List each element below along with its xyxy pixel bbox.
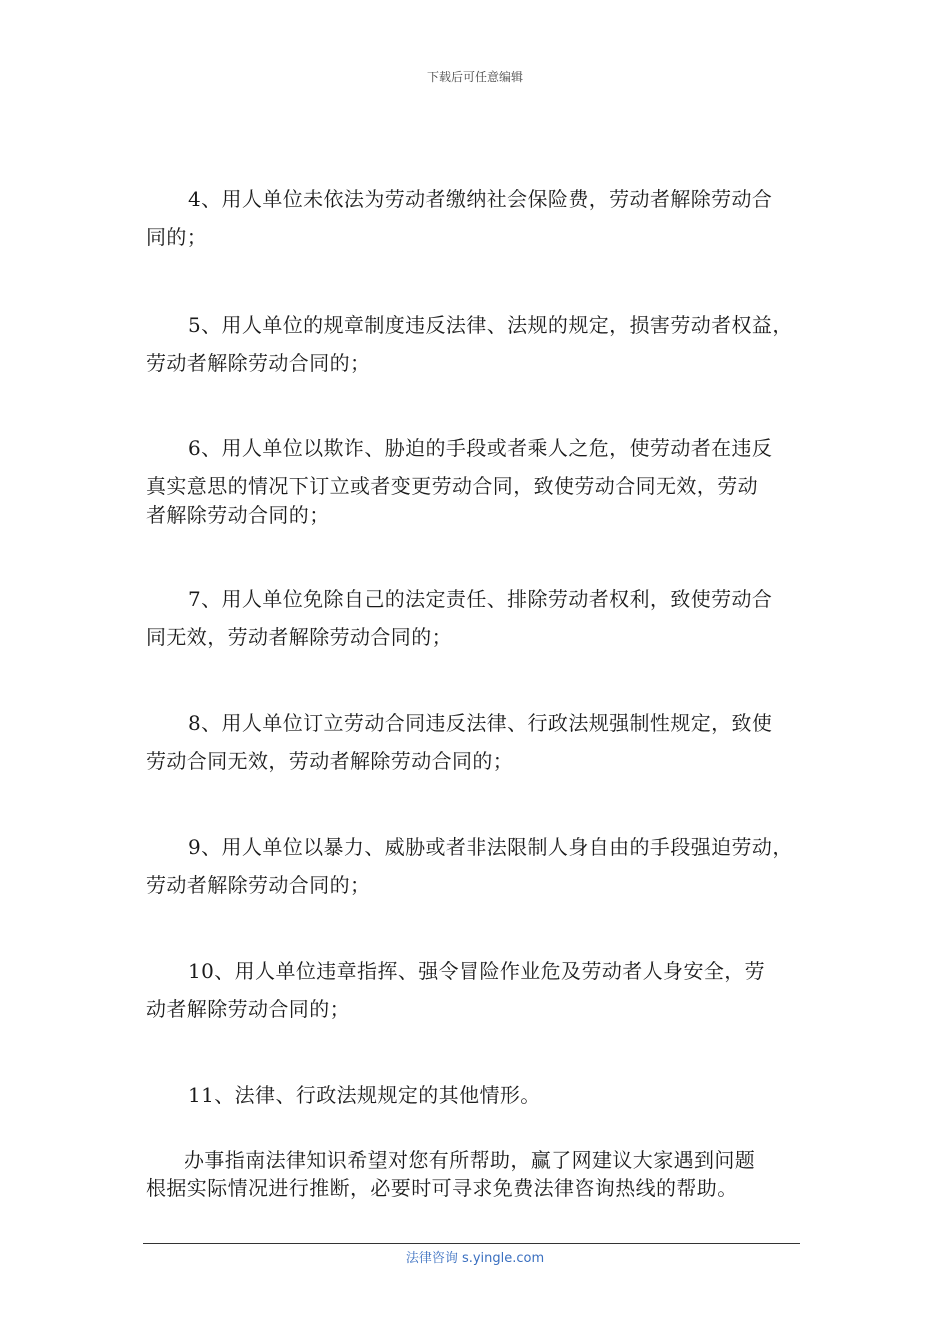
paragraph-line: 4、用人单位未依法为劳动者缴纳社会保险费，劳动者解除劳动合: [188, 187, 773, 211]
paragraph-line: 劳动合同无效，劳动者解除劳动合同的；: [146, 749, 514, 773]
paragraph-item-8: [146, 704, 810, 780]
paragraph-line: 9、用人单位以暴力、威胁或者非法限制人身自由的手段强迫劳动，: [188, 835, 793, 859]
paragraph-item-7: [146, 580, 810, 656]
paragraph-item-6: [146, 429, 810, 534]
header-note: 下载后可任意编辑: [426, 70, 523, 84]
closing-paragraph: [146, 1146, 810, 1202]
paragraph-line: 8、用人单位订立劳动合同违反法律、行政法规强制性规定，致使: [188, 711, 773, 735]
closing-line: 办事指南法律知识希望对您有所帮助，赢了网建议大家遇到问题: [184, 1148, 756, 1172]
paragraph-line: 同的；: [146, 225, 208, 249]
paragraph-line: 7、用人单位免除自己的法定责任、排除劳动者权利，致使劳动合: [188, 587, 773, 611]
paragraph-line: 11、法律、行政法规规定的其他情形。: [188, 1083, 541, 1107]
paragraph-line: 动者解除劳动合同的；: [146, 997, 350, 1021]
paragraph-line: 劳动者解除劳动合同的；: [146, 351, 371, 375]
paragraph-item-5: [146, 306, 810, 382]
paragraph-item-9: [146, 828, 810, 904]
paragraph-line: 者解除劳动合同的；: [146, 503, 330, 527]
paragraph-line: 同无效，劳动者解除劳动合同的；: [146, 625, 452, 649]
closing-line: 根据实际情况进行推断，必要时可寻求免费法律咨询热线的帮助。: [146, 1176, 738, 1200]
paragraph-line: 劳动者解除劳动合同的；: [146, 873, 371, 897]
paragraph-line: 10、用人单位违章指挥、强令冒险作业危及劳动者人身安全，劳: [188, 959, 766, 983]
footer-divider: [143, 1243, 800, 1244]
paragraph-line: 5、用人单位的规章制度违反法律、法规的规定，损害劳动者权益，: [188, 313, 793, 337]
paragraph-item-4: [146, 180, 810, 256]
paragraph-item-11: [146, 1076, 810, 1114]
paragraph-line: 6、用人单位以欺诈、胁迫的手段或者乘人之危，使劳动者在违反: [188, 436, 773, 460]
paragraph-line: 真实意思的情况下订立或者变更劳动合同，致使劳动合同无效，劳动: [146, 474, 758, 498]
footer-link[interactable]: 法律咨询 s.yingle.com: [405, 1251, 545, 1266]
paragraph-item-10: [146, 952, 810, 1028]
